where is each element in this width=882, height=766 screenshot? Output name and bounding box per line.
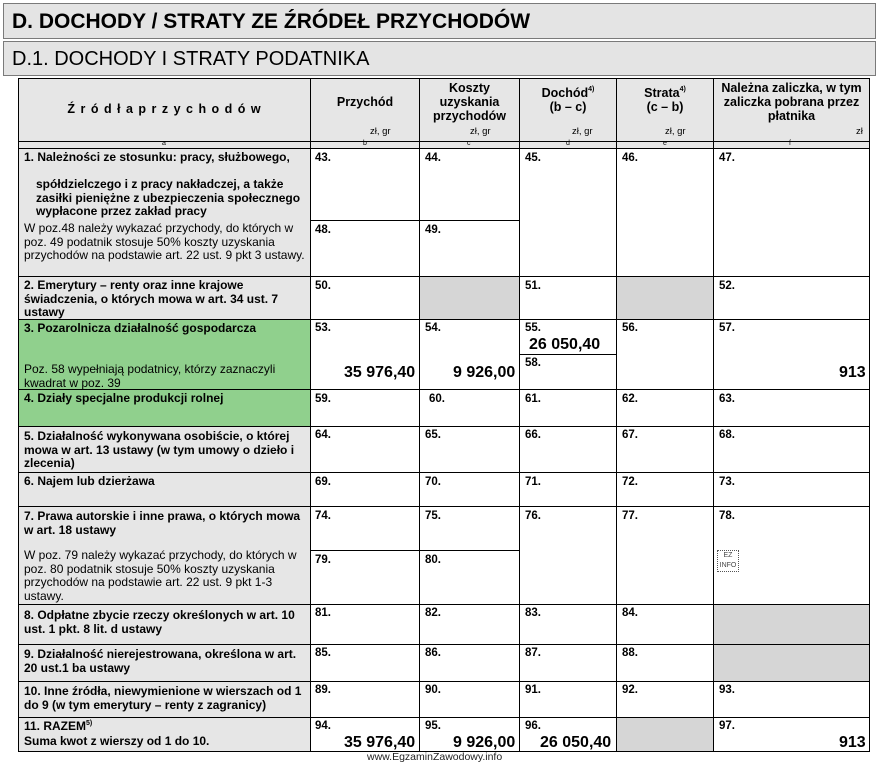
unit-c: zł, gr [470,126,491,137]
field-num-83: 83. [525,607,541,619]
row11-disabled-e [616,717,714,752]
field-num-55: 55. [525,322,541,334]
section-title: D. DOCHODY / STRATY ZE ŹRÓDEŁ PRZYCHODÓW [3,3,876,39]
field-num-88: 88. [622,647,638,659]
field-num-58: 58. [525,357,541,369]
field-46[interactable] [616,148,714,277]
value-97: 913 [839,734,866,751]
field-num-49: 49. [425,224,441,236]
letter-e: e [663,140,667,147]
value-96: 26 050,40 [540,734,612,751]
field-num-97: 97. [719,720,735,732]
header-koszty-label: Koszty uzyskania przychodów [433,81,506,123]
value-54: 9 926,00 [453,364,516,381]
field-num-47: 47. [719,152,735,164]
field-47[interactable] [713,148,870,277]
field-num-61: 61. [525,393,541,405]
field-93[interactable] [713,681,870,718]
row1-title-cont: spółdzielczego i z pracy nakładczej, a także zasiłki pieniężne z ubezpieczenia społecznego wypłacone przez zakład pracy [36,177,301,218]
row6-title: 6. Najem lub dzierżawa [24,474,155,488]
field-num-79: 79. [315,554,331,566]
header-sources-label: Ź r ó d ł a p r z y c h o d ó w [67,102,262,116]
row11-title: 11. RAZEM$^{5)}$ [24,719,93,733]
field-num-62: 62. [622,393,638,405]
field-63[interactable] [713,389,870,427]
row2-disabled-c [419,276,520,320]
row1-title: 1. Należności ze stosunku: pracy, służbowego, [24,150,290,164]
value-94: 35 976,40 [344,734,416,751]
value-53: 35 976,40 [344,364,416,381]
field-73[interactable] [713,472,870,507]
subsection-title: D.1. DOCHODY I STRATY PODATNIKA [3,41,876,76]
field-num-70: 70. [425,476,441,488]
watermark: www.EgzaminZawodowy.info [367,751,503,763]
field-num-52: 52. [719,280,735,292]
field-num-94: 94. [315,720,331,732]
field-num-90: 90. [425,684,441,696]
field-num-73: 73. [719,476,735,488]
field-num-71: 71. [525,476,541,488]
row2-title: 2. Emerytury – renty oraz inne krajowe świadczenia, o których mowa w art. 34 ust. 7 ustawy [24,278,279,319]
field-num-72: 72. [622,476,638,488]
field-52[interactable] [713,276,870,320]
field-num-76: 76. [525,510,541,522]
field-num-93: 93. [719,684,735,696]
unit-d: zł, gr [572,126,593,137]
field-num-48: 48. [315,224,331,236]
header-dochod-label: Dochód$^{4)}$ (b – c) [541,86,595,114]
field-num-51: 51. [525,280,541,292]
field-num-75: 75. [425,510,441,522]
field-num-84: 84. [622,607,638,619]
row7-title: 7. Prawa autorskie i inne prawa, o których mowa w art. 18 ustawy [24,509,301,537]
field-num-68: 68. [719,429,735,441]
row8-title: 8. Odpłatne zbycie rzeczy określonych w art. 10 ust. 1 pkt. 8 lit. d ustawy [24,608,295,636]
letter-d: d [566,140,570,147]
field-num-66: 66. [525,429,541,441]
row2-disabled-e [616,276,714,320]
field-num-91: 91. [525,684,541,696]
header-przychod-label: Przychód [336,95,394,109]
field-num-77: 77. [622,510,638,522]
row8-disabled-f [713,604,870,645]
header-strata-label: Strata$^{4)}$ (c – b) [644,86,686,114]
value-55: 26 050,40 [529,336,601,353]
letter-b: b [363,140,367,147]
letter-f: f [789,140,791,147]
value-95: 9 926,00 [453,734,516,751]
letter-a: a [162,140,166,147]
field-45[interactable] [519,148,617,277]
field-num-45: 45. [525,152,541,164]
field-num-85: 85. [315,647,331,659]
header-zaliczka-label: Należna zaliczka, w tym zaliczka pobrana przez płatnika [721,81,862,123]
unit-e: zł, gr [665,126,686,137]
field-num-46: 46. [622,152,638,164]
field-num-43: 43. [315,152,331,164]
row4-title: 4. Działy specjalne produkcji rolnej [24,391,224,405]
field-num-56: 56. [622,322,638,334]
field-num-60: 60. [429,393,445,405]
row9-title: 9. Działalność nierejestrowana, określona w art. 20 ust.1 ba ustawy [24,647,297,675]
unit-f: zł [856,126,863,137]
value-57: 913 [839,364,866,381]
field-num-89: 89. [315,684,331,696]
row10-title: 10. Inne źródła, niewymienione w wierszach od 1 do 9 (w tym emerytury – renty z zagranicy) [24,684,302,712]
row3-title: 3. Pozarolnicza działalność gospodarcza [24,321,257,335]
field-num-63: 63. [719,393,735,405]
row5-title: 5. Działalność wykonywana osobiście, o której mowa w art. 13 ustawy (w tym umowy o dzieło i zlecenia) [24,429,295,470]
field-num-78: 78. [719,510,735,522]
row1-note: W poz.48 należy wykazać przychody, do których w poz. 49 podatnik stosuje 50% koszty uzyskania przychodów na podstawie art. 22 ust. 9 pkt 3 ustawy. [24,221,305,262]
field-num-44: 44. [425,152,441,164]
field-68[interactable] [713,426,870,473]
field-num-80: 80. [425,554,441,566]
letter-c: c [467,140,471,147]
row9-disabled-f [713,644,870,682]
field-num-69: 69. [315,476,331,488]
header-przychod [310,78,420,142]
field-num-53: 53. [315,322,331,334]
row11-subtitle: Suma kwot z wierszy od 1 do 10. [24,734,210,748]
field-num-64: 64. [315,429,331,441]
field-num-96: 96. [525,720,541,732]
field-num-74: 74. [315,510,331,522]
field-num-57: 57. [719,322,735,334]
ez-info-logo: EZ INFO [717,550,739,572]
field-num-87: 87. [525,647,541,659]
field-num-50: 50. [315,280,331,292]
field-num-65: 65. [425,429,441,441]
unit-b: zł, gr [370,126,391,137]
field-num-67: 67. [622,429,638,441]
field-num-82: 82. [425,607,441,619]
row7-note: W poz. 79 należy wykazać przychody, do których w poz. 80 podatnik stosuje 50% koszty uzyskania przychodów na podstawie art. 22 ust. 9 pkt 1-3 ustawy. [24,548,297,603]
field-num-92: 92. [622,684,638,696]
field-num-95: 95. [425,720,441,732]
field-num-54: 54. [425,322,441,334]
field-num-81: 81. [315,607,331,619]
row3-note: Poz. 58 wypełniają podatnicy, którzy zaznaczyli kwadrat w poz. 39 [24,362,276,390]
field-num-86: 86. [425,647,441,659]
field-num-59: 59. [315,393,331,405]
